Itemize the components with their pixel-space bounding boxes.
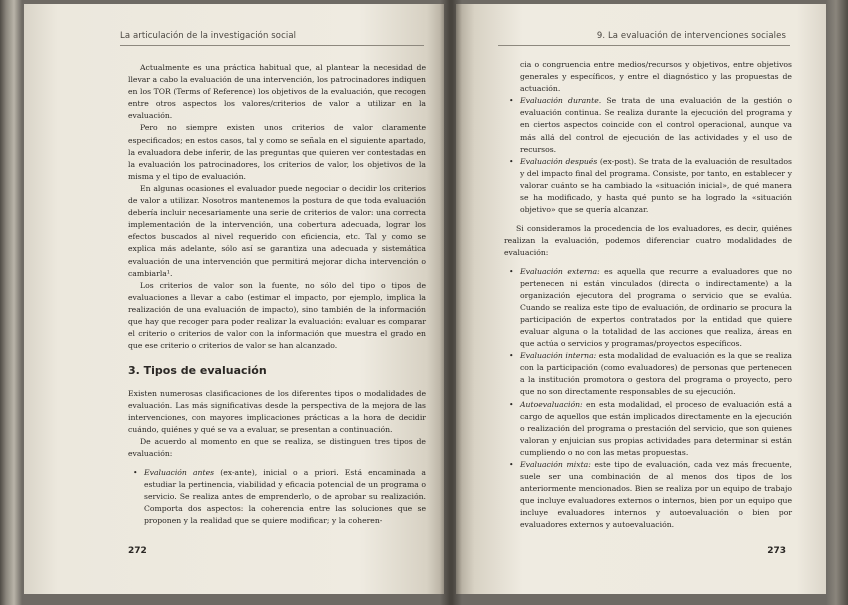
list-item: [128, 467, 426, 527]
list-item: [504, 95, 792, 155]
paragraph: En algunas ocasiones el evaluador puede negociar o decidir los criterios de valor a utilizar. Nosotros mantenemos la postura de que toda evaluación debería incluir necesariamente una serie de criterios de valor: una correcta implementación de la intervención, una cobertura adecuada, lograr los efectos buscados al nivel requerido con eficiencia, etc. Tal y como se explica más adelante, sólo así se garantiza una adecuada y sistemática evaluación de una intervención que permitirá mejorar dicha intervención o cambiarla¹.: [128, 183, 426, 278]
left-section-text: [128, 388, 426, 527]
paragraph: Existen numerosas clasificaciones de los diferentes tipos o modalidades de evaluación. Las más significativas desde la perspectiva de la mejora de las intervenciones, con mayores implicaciones prácticas a la hora de decidir cuándo, quiénes y qué se va a evaluar, se presentan a continuación.: [128, 389, 426, 435]
left-running-head: La articulación de la investigación social: [120, 31, 297, 41]
list-item: [504, 399, 792, 459]
bullet-icon: •: [509, 460, 514, 469]
list-item-term: Evaluación interna:: [520, 351, 597, 361]
list-item: [504, 350, 792, 398]
list-item: [504, 266, 792, 351]
list-item: [504, 156, 792, 216]
moment-list-cont: [504, 95, 792, 216]
list-item-term: Evaluación mixta:: [520, 460, 591, 469]
paragraph: De acuerdo al momento en que se realiza, se distinguen tres tipos de evaluación:: [128, 437, 426, 459]
right-body-text: [504, 59, 792, 532]
paragraph: Pero no siempre existen unos criterios de valor claramente especificados; en estos casos, tal y como se señala en el siguiente apartado, la evaluadora debe inferir, de las preguntas que quieren ver contestadas en la evaluación los patrocinadores, los criterios de valor, los objetivos de la misma y el tipo de evaluación.: [128, 123, 426, 181]
paragraph: Si consideramos la procedencia de los evaluadores, es decir, quiénes realizan la evaluación, podemos diferenciar cuatro modalidades de evaluación:: [504, 224, 792, 258]
bullet-icon: •: [509, 156, 514, 166]
paragraph: Los criterios de valor son la fuente, no sólo del tipo o tipos de evaluaciones a llevar a cabo (estimar el impacto, por ejemplo, implica la realización de una evaluación de impacto), sino también de la información que hay que recoger para poder realizar la evaluación: evaluar es comparar el criterio o criterios de valor con la información que muestra el grado en que ese criterio o criterios de valor se han alcanzado.: [128, 280, 426, 351]
list-item-term: Evaluación antes: [144, 467, 215, 477]
agents-list: [504, 266, 792, 532]
list-item-text: esta modalidad de evaluación es la que se realiza con la participación (como evaluadores) de personas que pertenecen a la institución promotora o gestora del programa o proyecto, pero que no son directamente responsables de su ejecución.: [520, 351, 792, 397]
left-header-rule: [120, 45, 424, 46]
section-heading: 3. Tipos de evaluación: [128, 364, 267, 377]
left-page-number: 272: [128, 546, 147, 556]
right-page: [456, 4, 826, 594]
list-item: [504, 459, 792, 532]
right-page-number: 273: [767, 546, 786, 556]
right-header-rule: [498, 45, 790, 46]
left-page: [24, 4, 444, 594]
list-item-text: (ex-post). Se trata de la evaluación de resultados y del impacto final del programa. Consiste, por tanto, en establecer y valorar cuánto se ha cambiado la «situación inicial», de qué manera se ha modificado, y hasta qué punto se ha logrado la «situación objetivo» que se quería alcanzar.: [520, 156, 792, 215]
list-item-text: es aquella que recurre a evaluadores que no pertenecen ni están vinculados (directa o indirectamente) a la organización ejecutora del programa o servicio que se evalúa. Cuando se realiza este tipo de evaluación, de ordinario se procura la participación de expertos contratados por la entidad que quiere evaluar alguna o la totalidad de las acciones que realiza, áreas en que actúa o servicios y programas/proyectos específicos.: [520, 266, 792, 349]
list-item-text: este tipo de evaluación, cada vez más frecuente, suele ser una combinación de al menos dos tipos de los anteriormente mencionados. Bien se realiza por un equipo de trabajo que incluye evaluadores externos o internos, bien por un equipo que incluye evaluadores internos y autoevaluación o bien por evaluadores externos y autoevaluación.: [520, 460, 792, 530]
bullet-icon: •: [509, 96, 514, 106]
bullet-icon: •: [509, 266, 514, 276]
right-running-head: 9. La evaluación de intervenciones sociales: [596, 31, 786, 41]
list-item-term: Evaluación durante.: [520, 96, 602, 106]
list-item-text: en esta modalidad, el proceso de evaluación está a cargo de aquellos que están implicados directamente en la ejecución o realización del programa o prestación del servicio, que son quienes valoran y enjuician sus propias actividades para determinar si están cumpliendo o no con las metas propuestas.: [520, 399, 792, 457]
bullet-icon: •: [133, 467, 138, 477]
bullet-icon: •: [509, 399, 514, 409]
left-body-text: [128, 62, 426, 352]
book-gutter: [440, 0, 462, 605]
paragraph: Actualmente es una práctica habitual que, al plantear la necesidad de llevar a cabo la evaluación de una intervención, los patrocinadores indiquen en los TOR (Terms of Reference) los objetivos de la evaluación, que recogen entre otros aspectos los valores/criterios de valor a utilizar en la evaluación.: [128, 63, 426, 121]
paragraph: cia o congruencia entre medios/recursos y objetivos, entre objetivos generales y específicos, y entre el diagnóstico y las propuestas de actuación.: [520, 60, 792, 94]
list-item-term: Evaluación después: [520, 156, 598, 166]
moment-list: [128, 467, 426, 527]
list-item-text: (ex-ante), inicial o a priori. Está encaminada a estudiar la pertinencia, viabilidad y eficacia potencial de un programa o servicio. Se realiza antes de emprenderlo, o de aprobar su realización. Comporta dos aspectos: la coherencia entre las soluciones que se proponen y la realidad que se quiere modificar; y la coheren-: [144, 467, 426, 525]
list-item-text: Se trata de una evaluación de la gestión o evaluación continua. Se realiza durante la ejecución del programa y en ciertos aspectos coincide con el control operacional, aunque va más allá del control de ejecución de las actividades y el uso de recursos.: [520, 96, 793, 154]
bullet-icon: •: [509, 351, 514, 361]
list-item-term: Autoevaluación:: [520, 399, 583, 409]
list-item-term: Evaluación externa:: [520, 266, 600, 276]
